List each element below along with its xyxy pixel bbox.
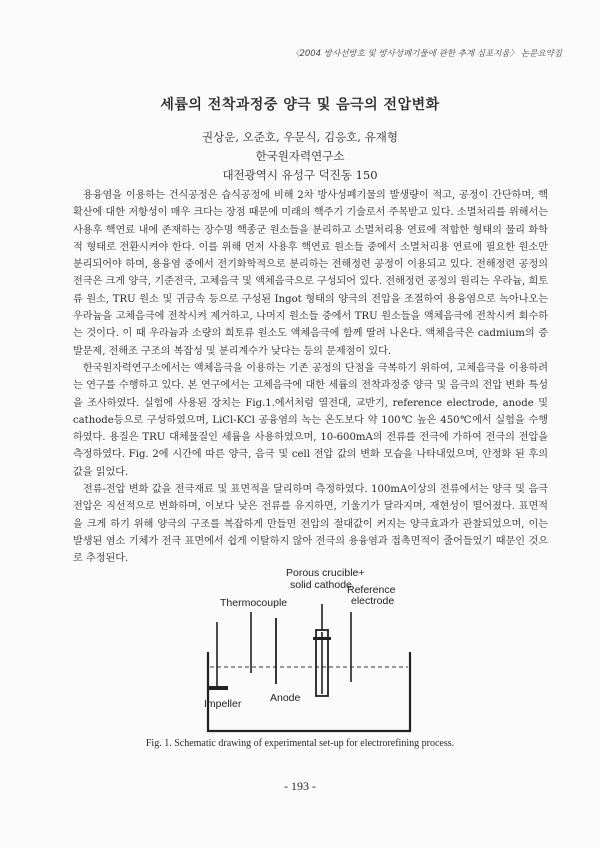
label-crucible: Porous crucible+	[286, 567, 365, 579]
label-reference: Reference	[347, 584, 396, 596]
paragraph-method: 한국원자력연구소에서는 액체음극을 이용하는 기존 공정의 단점을 극복하기 위하여, 고체음극을 이용하려는 연구를 수행하고 있다. 본 연구에서는 고체음극에 대한 세륨의 전착과정중 양극 및 음극의 전압 변화 특성을 조사하였다. 실험에 사용된 장치는 Fig.1.에서처럼 열전대, 교반기, reference electrode, anode 및 cathode등으로 구성하였으며, LiCl-KCl 공융염의 녹는 온도보다 약 100℃ 높은 450℃에서 실험을 수행하였다. 용질은 TRU 대체물질인 세륨을 사용하였으며, 10-600mA의 전류를 전극에 가하여 전극의 전압을 측정하였다. Fig. 2에 시간에 따른 양극, 음극 및 cell 전압 값의 변화 모습을 나타내었으며, 안정화 된 후의 값을 읽었다.	[73, 362, 548, 478]
label-solid-cathode: solid cathode	[290, 579, 352, 591]
author-affiliation: 한국원자력연구소	[255, 149, 345, 163]
label-thermocouple: Thermocouple	[220, 597, 288, 609]
setup-figure	[196, 566, 422, 734]
author-names: 권상운, 오준호, 우문식, 김응호, 유재형	[202, 130, 398, 144]
paper-title: 세륨의 전착과정중 양극 및 음극의 전압변화	[160, 97, 440, 113]
paragraph-intro: 용융염을 이용하는 건식공정은 습식공정에 비해 2차 방사성폐기물의 발생량이 적고, 공정이 간단하며, 핵확산에 대한 저항성이 매우 크다는 장점 때문에 미래의 핵주기 기술로서 주목받고 있다. 소멸처리를 위해서는 사용후 핵연료 내에 존재하는 장수명 핵종군 원소들을 분리하고 소멸처리용 연료에 적합한 형태의 물리 화학적 형태로 전환시켜야 한다. 이를 위해 먼저 사용후 핵연료 원소들 중에서 소멸처리용 연료에 필요한 원소만 분리되어야 하며, 용융염 중에서 전기화학적으로 분리하는 전해정련 공정이 이용되고 있다. 전해정련 공정의 전극은 크게 양극, 기준전극, 고체음극 및 액체음극으로 구성되어 있다. 전해정련 공정의 원리는 우라늄, 희토류 원소, TRU 원소 및 귀금속 등으로 구성된 Ingot 형태의 양극의 전압을 조절하여 용융염으로 녹아나오는 우라늄을 고체음극에 전착시켜 제거하고, 나머지 원소들 중에서 TRU 원소들을 액체음극에 전착시켜 회수하는 것이다. 이 때 우라늄과 소량의 희토류 원소도 액체음극에 함께 딸려 나온다. 액체음극은 cadmium의 증발문제, 전해조 구조의 복잡성 및 분리계수가 낮다는 등의 문제점이 있다.	[73, 190, 548, 357]
setup-schematic	[196, 566, 422, 734]
label-electrode: electrode	[351, 595, 395, 607]
author-block	[0, 128, 600, 185]
paragraph-results: 전류-전압 변화 값을 전극재료 및 표면적을 달리하며 측정하였다. 100mA이상의 전류에서는 양극 및 음극 전압은 직선적으로 변화하며, 이보다 낮은 전류를 유지하면, 기울기가 달라지며, 재현성이 떨어졌다. 표면적을 크게 하기 위해 양극의 구조를 복잡하게 만들면 전압의 절대값이 커지는 양극효과가 관찰되었으며, 이는 발생된 염소 기체가 전극 표면에서 쉽게 이탈하지 않아 전극의 용융염과 접촉면적이 줄어들었기 때문인 것으로 추정된다.	[73, 484, 548, 565]
label-impeller: Impeller	[204, 698, 242, 710]
author-address: 대전광역시 유성구 덕진동 150	[222, 168, 378, 182]
crucible-holder	[313, 637, 331, 640]
proceedings-header: 〈2004 방사선방호 및 방사성폐기물에 관한 추계 심포지움〉 논문요약집	[290, 49, 562, 59]
figure-caption: Fig. 1. Schematic drawing of experimental set-up for electrorefining process.	[145, 738, 455, 749]
vessel-wall	[208, 652, 410, 731]
paper-body	[73, 187, 548, 568]
label-anode: Anode	[270, 692, 301, 704]
page-number: - 193 -	[284, 779, 316, 793]
impeller-blade	[208, 686, 228, 690]
